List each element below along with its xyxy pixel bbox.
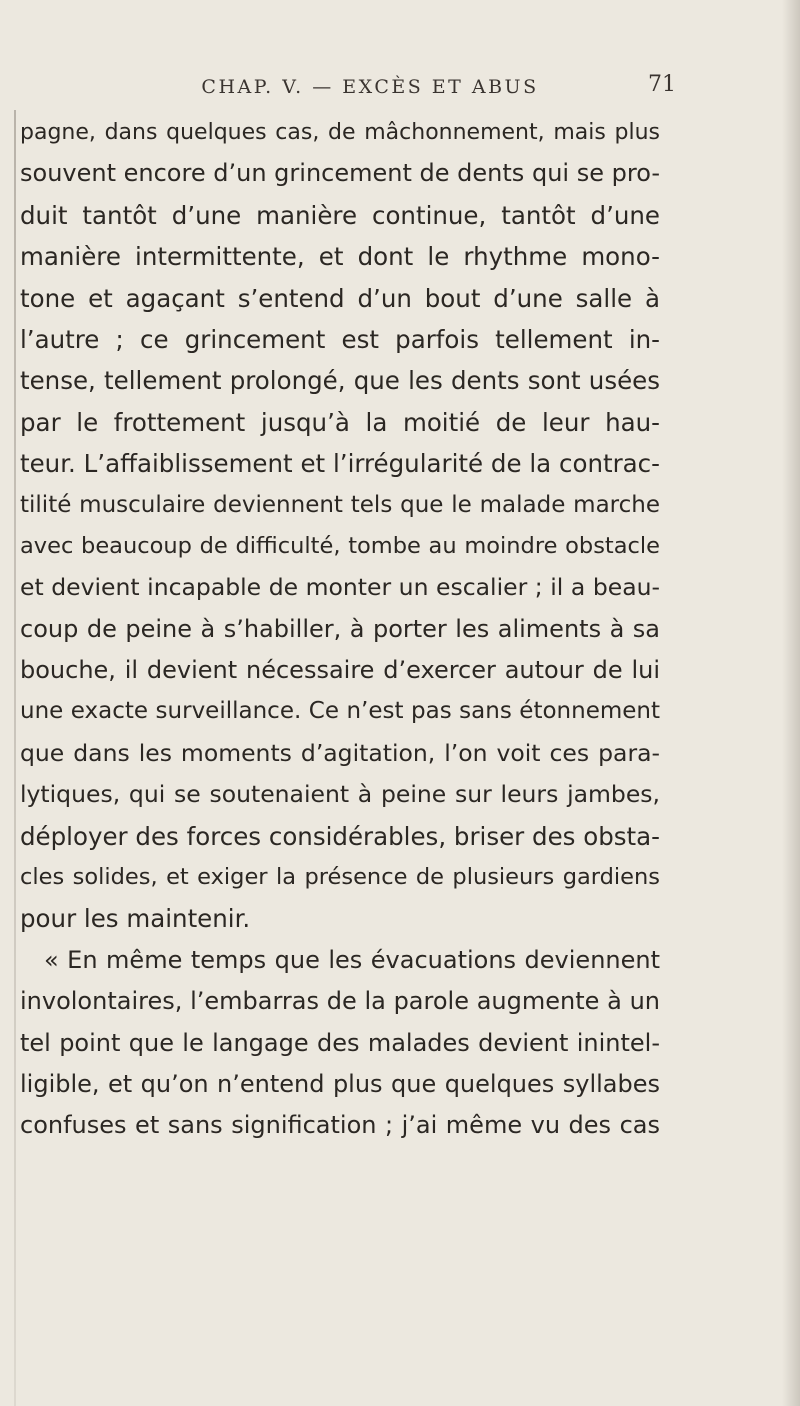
text-line: bouche, il devient nécessaire d’exercer autour de lui — [20, 656, 660, 685]
text-line: manière intermittente, et dont le rhythme mono- — [20, 242, 660, 272]
text-line: pagne, dans quelques cas, de mâchonnement, mais plus — [20, 120, 660, 145]
text-line: ligible, et qu’on n’entend plus que quelques syllabes — [20, 1069, 660, 1098]
text-line: souvent encore d’un grincement de dents qui se pro- — [20, 159, 660, 188]
body-text — [20, 112, 660, 1147]
text-line: tilité musculaire deviennent tels que le malade marche — [20, 491, 660, 518]
text-line: avec beaucoup de difficulté, tombe au moindre obstacle — [20, 532, 660, 559]
text-line: coup de peine à s’habiller, à porter les aliments à sa — [20, 614, 660, 643]
text-line: tone et agaçant s’entend d’un bout d’une salle à — [20, 283, 660, 313]
text-line: teur. L’affaiblissement et l’irrégularité de la contrac- — [20, 449, 660, 479]
text-line: et devient incapable de monter un escalier ; il a beau- — [20, 573, 660, 602]
text-line: pour les maintenir. — [20, 904, 251, 934]
text-line: « En même temps que les évacuations deviennent — [44, 945, 660, 974]
text-line: déployer des forces considérables, briser des obsta- — [20, 821, 660, 851]
page-left-edge — [14, 110, 16, 1406]
text-line: tense, tellement prolongé, que les dents sont usées — [20, 366, 660, 396]
text-line: par le frottement jusqu’à la moitié de leur hau- — [20, 407, 660, 437]
text-line: l’autre ; ce grincement est parfois tellement in- — [20, 324, 660, 354]
text-line: une exacte surveillance. Ce n’est pas sans étonnement — [20, 698, 660, 725]
page-number: 71 — [648, 72, 676, 97]
text-line: involontaires, l’embarras de la parole augmente à un — [20, 987, 660, 1016]
chapter-title: CHAP. V. — EXCÈS ET ABUS — [201, 76, 539, 98]
text-line: confuses et sans signification ; j’ai même vu des cas — [20, 1111, 660, 1140]
text-line: duit tantôt d’une manière continue, tantôt d’une — [20, 200, 660, 230]
text-line: tel point que le langage des malades devient inintel- — [20, 1028, 660, 1057]
text-line: cles solides, et exiger la présence de plusieurs gardiens — [20, 864, 660, 891]
text-line: que dans les moments d’agitation, l’on voit ces para- — [20, 738, 660, 767]
running-head — [0, 70, 800, 106]
text-line: lytiques, qui se soutenaient à peine sur leurs jambes, — [20, 780, 660, 809]
page-spine-shadow — [782, 0, 800, 1406]
